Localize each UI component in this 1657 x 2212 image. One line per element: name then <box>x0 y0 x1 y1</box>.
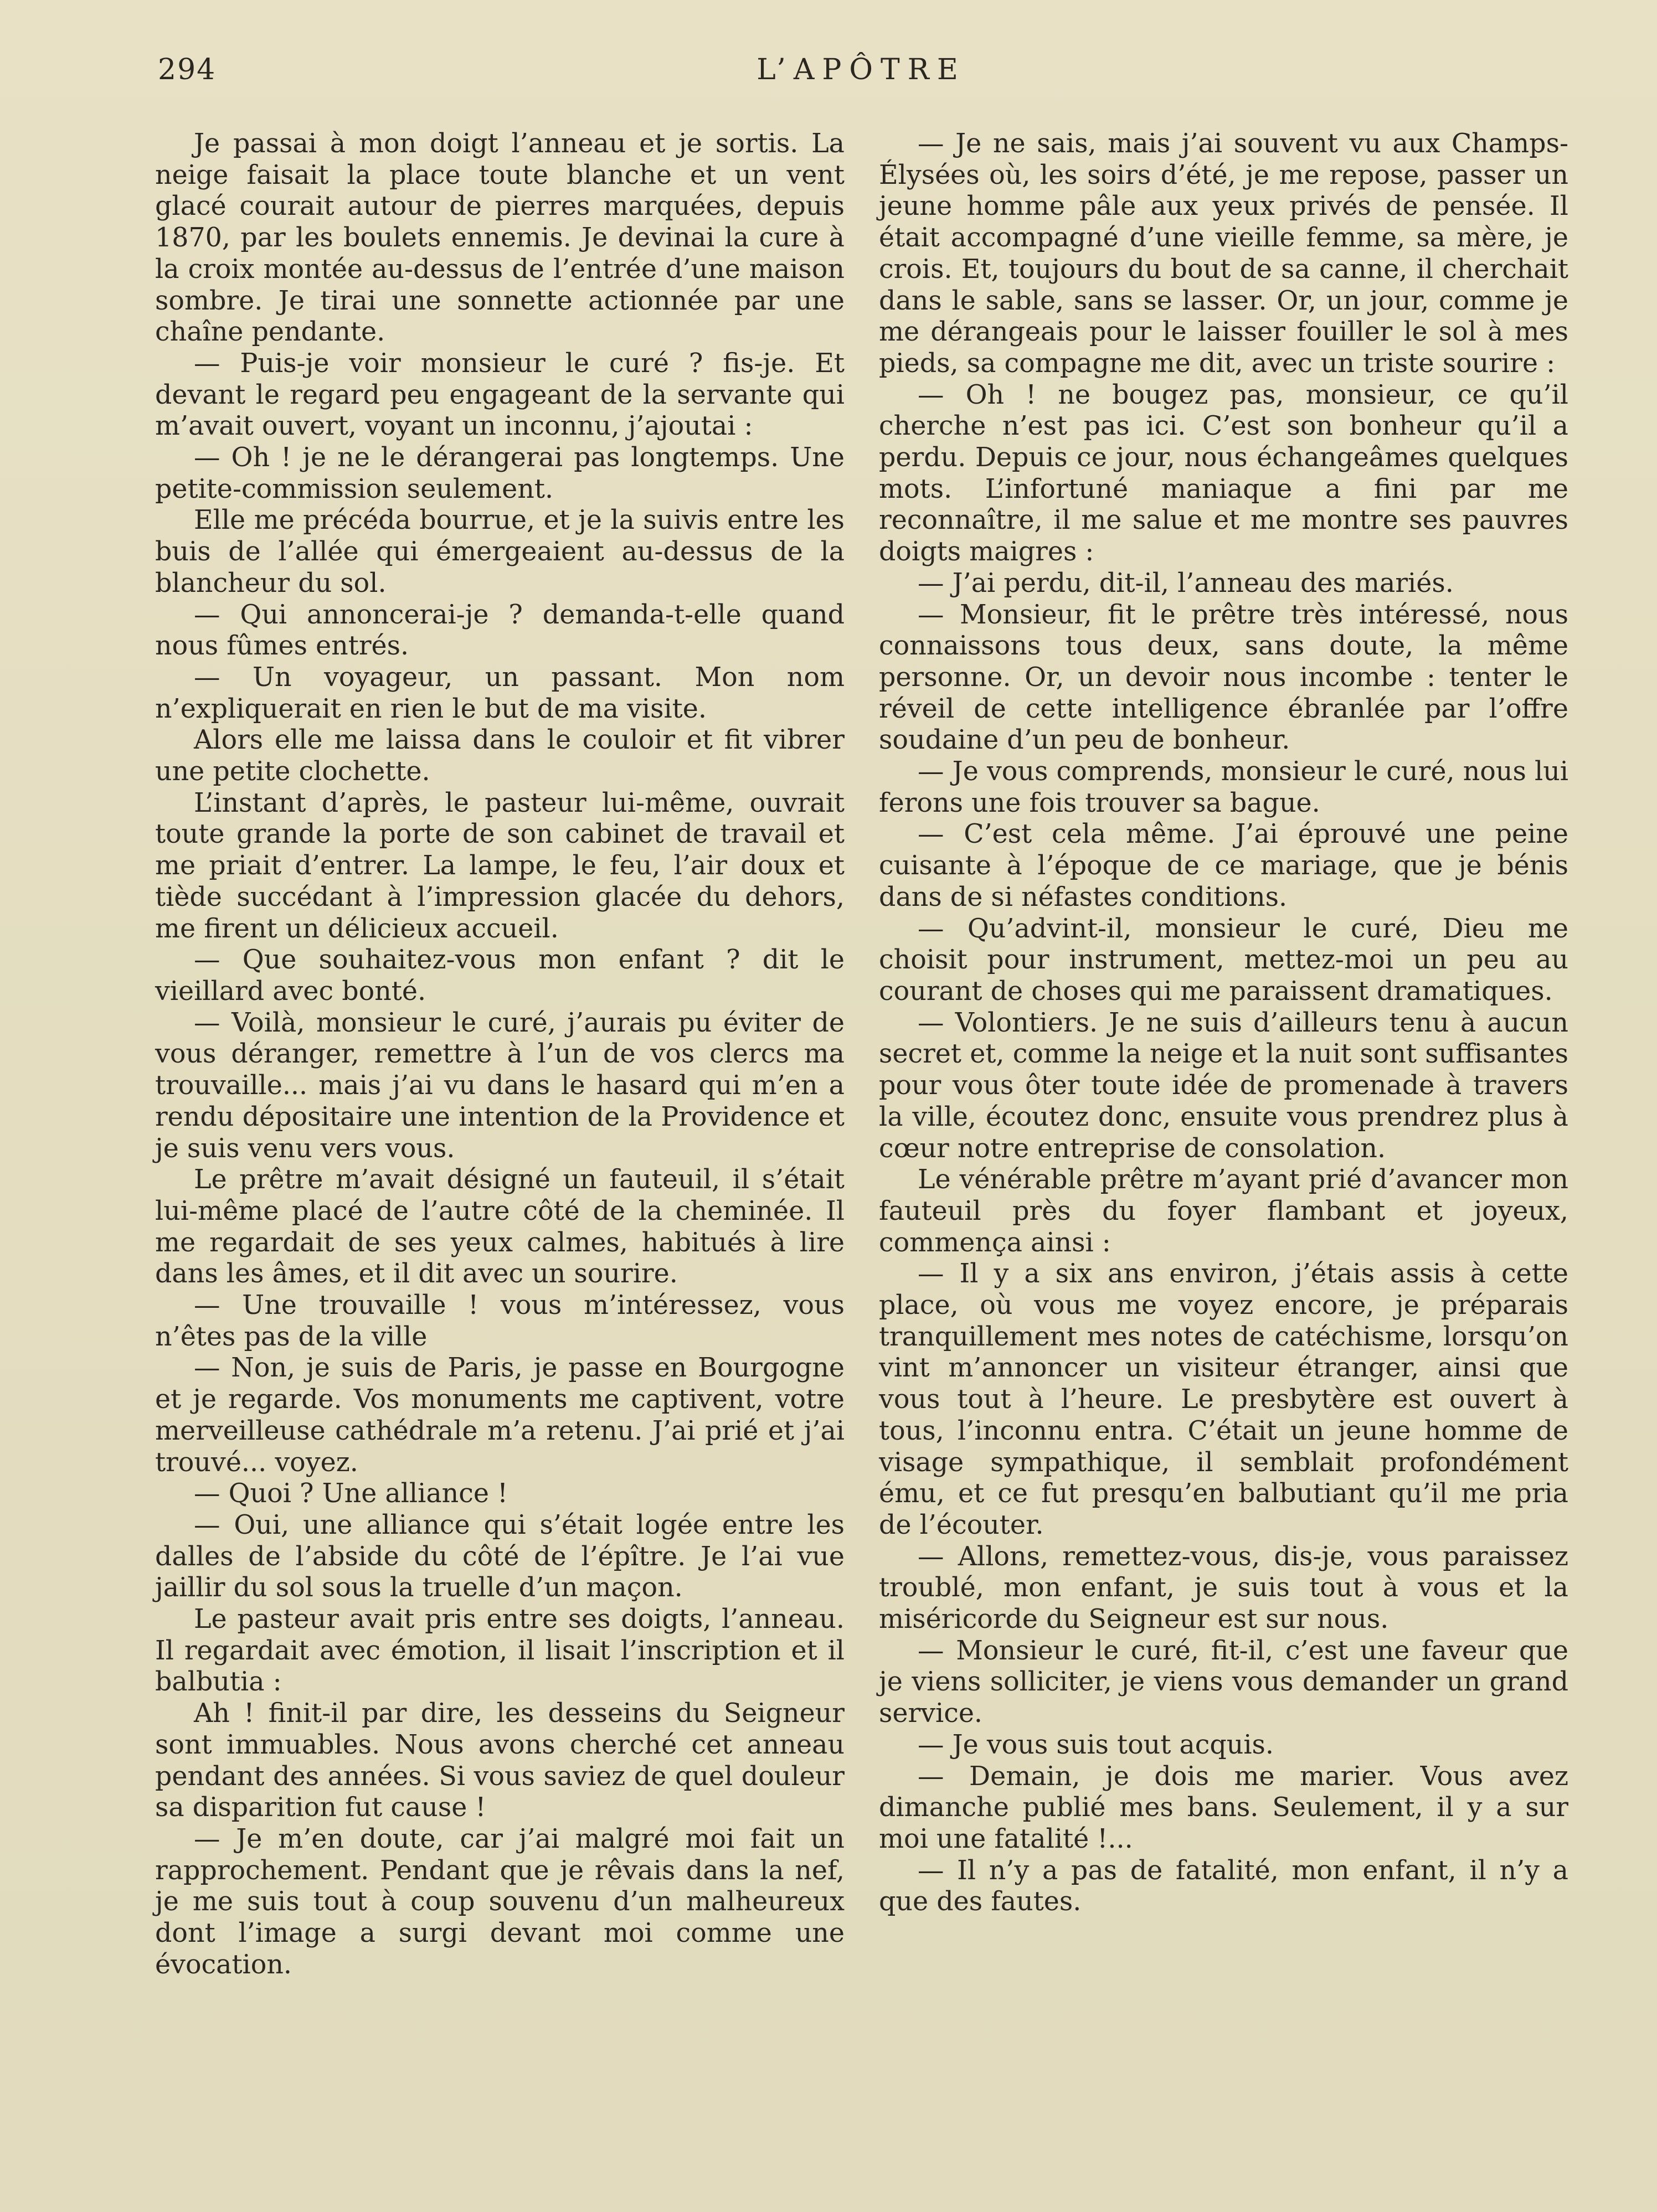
paragraph: — Quoi ? Une alliance ! <box>194 1478 508 1509</box>
paragraph: — J’ai perdu, dit-il, l’anneau des mariés. <box>918 568 1454 599</box>
paragraph: Elle me précéda bourrue, et je la suivis entre les buis de l’allée qui émergeaient au-dessus de la blancheur du sol. <box>155 505 845 599</box>
paragraph: — Voilà, monsieur le curé, j’aurais pu éviter de vous déranger, remettre à l’un de vos clercs ma trouvaille... mais j’ai vu dans le hasard qui m’en a rendu dépositaire une intention de la Providence et je suis venu vers vous. <box>155 1007 845 1164</box>
paragraph: — Que souhaitez-vous mon enfant ? dit le vieillard avec bonté. <box>155 945 845 1007</box>
paragraph: — Une trouvaille ! vous m’intéressez, vous n’êtes pas de la ville <box>155 1290 845 1352</box>
paragraph: L’instant d’après, le pasteur lui-même, ouvrait toute grande la porte de son cabinet de travail et me priait d’entrer. La lampe, le feu, l’air doux et tiède succédant à l’impression glacée du dehors, me firent un délicieux accueil. <box>155 787 845 944</box>
paragraph: — C’est cela même. J’ai éprouvé une peine cuisante à l’époque de ce mariage, que je bénis dans de si néfastes conditions. <box>879 819 1568 912</box>
paragraph: — Monsieur, fit le prêtre très intéressé, nous connaissons tous deux, sans doute, la même personne. Or, un devoir nous incombe : tenter le réveil de cette intelligence ébranlée par l’offre soudaine d’un peu de bonheur. <box>879 599 1568 756</box>
page-number: 294 <box>158 53 217 86</box>
paragraph: — Je vous suis tout acquis. <box>918 1729 1274 1760</box>
paragraph: — Qui annoncerai-je ? demanda-t-elle quand nous fûmes entrés. <box>155 599 845 662</box>
paragraph: — Qu’advint-il, monsieur le curé, Dieu me choisit pour instrument, mettez-moi un peu au courant de choses qui me paraissent dramatiques. <box>879 913 1568 1007</box>
paragraph: Le prêtre m’avait désigné un fauteuil, il s’était lui-même placé de l’autre côté de la cheminée. Il me regardait de ses yeux calmes, habitués à lire dans les âmes, et il dit avec un sourire. <box>155 1164 845 1290</box>
right-column <box>879 128 1568 1918</box>
running-title: L’APÔTRE <box>757 53 966 86</box>
paragraph: — Oh ! ne bougez pas, monsieur, ce qu’il cherche n’est pas ici. C’est son bonheur qu’il a perdu. Depuis ce jour, nous échangeâmes quelques mots. L’infortuné maniaque a fini par me reconnaître, il me salue et me montre ses pauvres doigts maigres : <box>879 379 1568 568</box>
paragraph: — Un voyageur, un passant. Mon nom n’expliquerait en rien le but de ma visite. <box>155 662 845 724</box>
paragraph: — Il y a six ans environ, j’étais assis à cette place, où vous me voyez encore, je préparais tranquillement mes notes de catéchisme, lorsqu’on vint m’annoncer un visiteur étranger, ainsi que vous tout à l’heure. Le presbytère est ouvert à tous, l’inconnu entra. C’était un jeune homme de visage sympathique, il semblait profondément ému, et ce fut presqu’en balbutiant qu’il me pria de l’écouter. <box>879 1259 1568 1540</box>
paragraph: — Oh ! je ne le dérangerai pas longtemps. Une petite-commission seulement. <box>155 442 845 504</box>
paragraph: — Je vous comprends, monsieur le curé, nous lui ferons une fois trouver sa bague. <box>879 756 1568 818</box>
paragraph: Je passai à mon doigt l’anneau et je sortis. La neige faisait la place toute blanche et un vent glacé courait autour de pierres marquées, depuis 1870, par les boulets ennemis. Je devinai la cure à la croix montée au-dessus de l’entrée d’une maison sombre. Je tirai une sonnette actionnée par une chaîne pendante. <box>155 128 845 348</box>
paragraph: — Je ne sais, mais j’ai souvent vu aux Champs-Élysées où, les soirs d’été, je me repose, passer un jeune homme pâle aux yeux privés de pensée. Il était accompagné d’une vieille femme, sa mère, je crois. Et, toujours du bout de sa canne, il cherchait dans le sable, sans se lasser. Or, un jour, comme je me dérangeais pour le laisser fouiller le sol à mes pieds, sa compagne me dit, avec un triste sourire : <box>879 128 1568 379</box>
page-header <box>158 53 1565 97</box>
paragraph: — Allons, remettez-vous, dis-je, vous paraissez troublé, mon enfant, je suis tout à vous et la miséricorde du Seigneur est sur nous. <box>879 1541 1568 1635</box>
paragraph: Le pasteur avait pris entre ses doigts, l’anneau. Il regardait avec émotion, il lisait l’inscription et il balbutia : <box>155 1604 845 1698</box>
paragraph: — Il n’y a pas de fatalité, mon enfant, il n’y a que des fautes. <box>879 1855 1568 1917</box>
paragraph: — Puis-je voir monsieur le curé ? fis-je. Et devant le regard peu engageant de la servante qui m’avait ouvert, voyant un inconnu, j’ajoutai : <box>155 348 845 442</box>
left-column <box>155 128 845 1981</box>
paragraph: — Volontiers. Je ne suis d’ailleurs tenu à aucun secret et, comme la neige et la nuit sont suffisantes pour vous ôter toute idée de promenade à travers la ville, écoutez donc, ensuite vous prendrez plus à cœur notre entreprise de consolation. <box>879 1007 1568 1164</box>
paragraph: — Demain, je dois me marier. Vous avez dimanche publié mes bans. Seulement, il y a sur moi une fatalité !... <box>879 1761 1568 1854</box>
paragraph: — Monsieur le curé, fit-il, c’est une faveur que je viens solliciter, je viens vous demander un grand service. <box>879 1635 1568 1729</box>
paragraph: Le vénérable prêtre m’ayant prié d’avancer mon fauteuil près du foyer flambant et joyeux, commença ainsi : <box>879 1164 1568 1258</box>
paragraph: — Oui, une alliance qui s’était logée entre les dalles de l’abside du côté de l’épître. Je l’ai vue jaillir du sol sous la truelle d’un maçon. <box>155 1509 845 1603</box>
paragraph: — Je m’en doute, car j’ai malgré moi fait un rapprochement. Pendant que je rêvais dans la nef, je me suis tout à coup souvenu d’un malheureux dont l’image a surgi devant moi comme une évocation. <box>155 1823 845 1980</box>
paragraph: Ah ! finit-il par dire, les desseins du Seigneur sont immuables. Nous avons cherché cet anneau pendant des années. Si vous saviez de quel douleur sa disparition fut cause ! <box>155 1698 845 1823</box>
paragraph: — Non, je suis de Paris, je passe en Bourgogne et je regarde. Vos monuments me captivent, votre merveilleuse cathédrale m’a retenu. J’ai prié et j’ai trouvé... voyez. <box>155 1353 845 1478</box>
paragraph: Alors elle me laissa dans le couloir et fit vibrer une petite clochette. <box>155 725 845 787</box>
